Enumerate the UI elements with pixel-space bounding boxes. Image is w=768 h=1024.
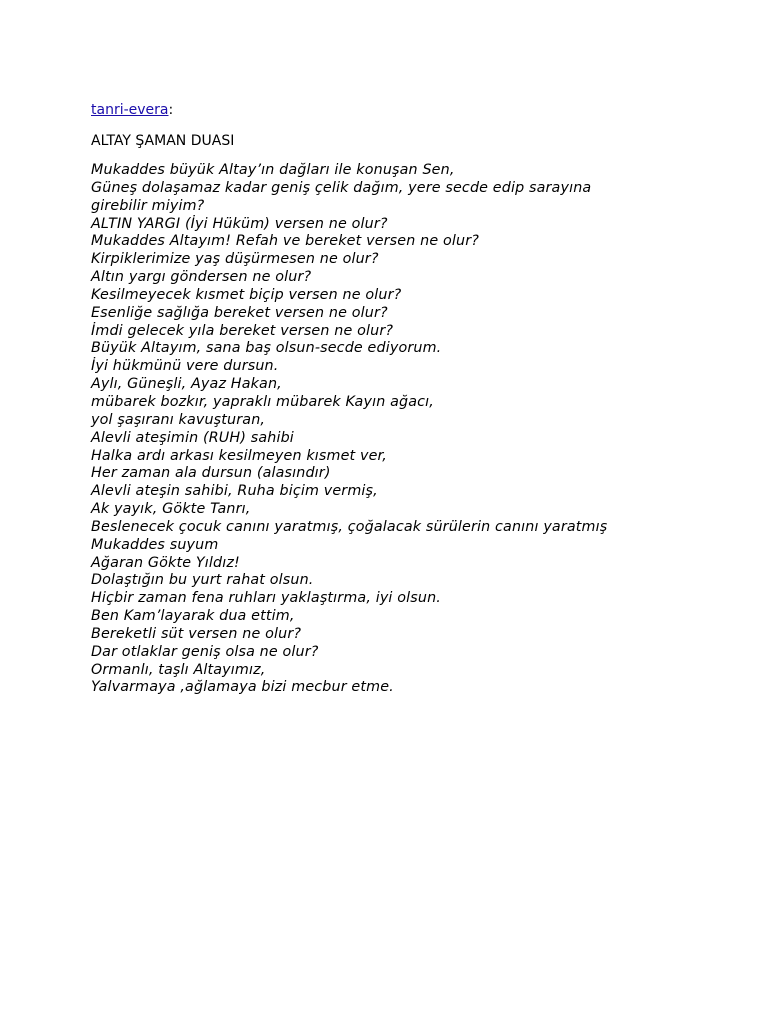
poem-line: Kirpiklerimize yaş düşürmesen ne olur? (91, 251, 379, 268)
poem-line: Alevli ateşin sahibi, Ruha biçim vermiş, (91, 483, 378, 500)
poem-line: Halka ardı arkası kesilmeyen kısmet ver, (91, 447, 387, 464)
author-line (91, 101, 173, 119)
poem-line: Yalvarmaya ,ağlamaya bizi mecbur etme. (91, 679, 394, 696)
poem-line: mübarek bozkır, yapraklı mübarek Kayın ağacı, (91, 393, 434, 410)
poem-line: Mukaddes suyum (91, 536, 219, 553)
poem-line: Büyük Altayım, sana baş olsun-secde ediyorum. (91, 340, 442, 357)
poem-line: Ağaran Gökte Yıldız! (91, 554, 240, 571)
poem-line: Mukaddes Altayım! Refah ve bereket versen ne olur? (91, 233, 479, 250)
poem-line: Esenliğe sağlığa bereket versen ne olur? (91, 304, 388, 321)
poem-line: Aylı, Güneşli, Ayaz Hakan, (91, 376, 282, 393)
poem-line: Ben Kam’layarak dua ettim, (91, 608, 295, 625)
poem-line: Güneş dolaşamaz kadar geniş çelik dağım, yere secde edip sarayına (91, 179, 592, 196)
page-title: ALTAY ŞAMAN DUASI (91, 133, 235, 149)
poem-line: İyi hükmünü vere dursun. (91, 358, 279, 375)
poem-line: Alevli ateşimin (RUH) sahibi (91, 429, 294, 446)
author-link[interactable]: tanri-evera (91, 102, 169, 118)
poem-line: Kesilmeyecek kısmet biçip versen ne olur? (91, 286, 402, 303)
poem-body (91, 162, 671, 697)
poem-line: İmdi gelecek yıla bereket versen ne olur? (91, 322, 394, 339)
poem-line: Beslenecek çocuk canını yaratmış, çoğalacak sürülerin canını yaratmış (91, 518, 608, 535)
poem-line: Altın yargı göndersen ne olur? (91, 269, 312, 286)
poem-line: girebilir miyim? (91, 197, 205, 214)
poem-line: Dar otlaklar geniş olsa ne olur? (91, 643, 319, 660)
poem-line: Bereketli süt versen ne olur? (91, 625, 302, 642)
poem-line: Mukaddes büyük Altay’ın dağları ile konuşan Sen, (91, 162, 455, 178)
poem-line: Dolaştığın bu yurt rahat olsun. (91, 572, 314, 589)
poem-line: yol şaşıranı kavuşturan, (91, 411, 266, 428)
author-suffix: : (168, 102, 174, 118)
poem-line: ALTIN YARGI (İyi Hüküm) versen ne olur? (91, 215, 388, 232)
poem-line: Her zaman ala dursun (alasındır) (91, 465, 331, 482)
poem-line: Hiçbir zaman fena ruhları yaklaştırma, iyi olsun. (91, 590, 441, 607)
poem-line: Ormanlı, taşlı Altayımız, (91, 661, 266, 678)
poem-line: Ak yayık, Gökte Tanrı, (91, 501, 251, 518)
